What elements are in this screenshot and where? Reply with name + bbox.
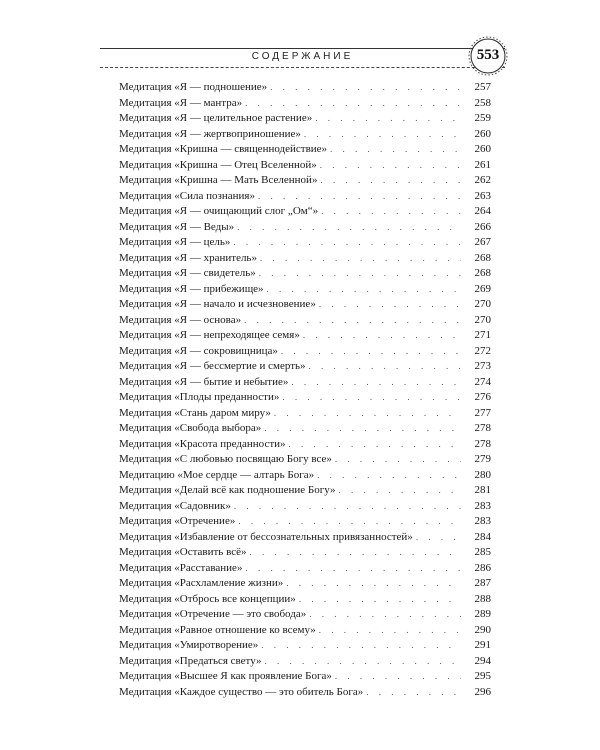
toc-leader-dots [303, 328, 461, 344]
toc-entry-page: 287 [474, 577, 491, 589]
toc-leader-dots [234, 499, 461, 515]
header-title: СОДЕРЖАНИЕ [251, 51, 354, 62]
toc-entry-title: Медитация «С любовью посвящаю Богу все» [119, 453, 332, 465]
toc-entry [119, 530, 491, 546]
toc-leader-dots [267, 282, 461, 298]
toc-entry-title: Медитация «Садовник» [119, 499, 231, 512]
toc-entry-page: 258 [474, 96, 491, 109]
toc-entry [119, 189, 491, 205]
toc-entry-page: 263 [474, 189, 491, 202]
toc-entry-title: Медитация «Плоды преданности» [119, 391, 280, 403]
toc-entry-title: Медитация «Красота преданности» [119, 437, 286, 450]
toc-entry-page: 295 [474, 670, 491, 682]
toc-leader-dots [264, 421, 461, 437]
toc-leader-dots [317, 468, 461, 484]
toc-entry-title: Медитация «Я — непреходящее семя» [119, 329, 300, 341]
toc-leader-dots [339, 483, 461, 499]
toc-entry-page: 294 [474, 654, 491, 667]
toc-entry [119, 638, 491, 654]
toc-entry-title: Медитация «Я — основа» [119, 313, 242, 326]
toc-leader-dots [260, 251, 461, 267]
toc-leader-dots [274, 406, 461, 422]
toc-entry-title: Медитация «Я — сокровищница» [119, 344, 278, 357]
toc-leader-dots [264, 654, 461, 670]
toc-entry [119, 452, 491, 468]
page-number: 553 [476, 47, 500, 63]
toc-entry [119, 390, 491, 406]
header-bottom-rule [100, 67, 505, 68]
toc-entry-title: Медитация «Отречение» [119, 515, 236, 527]
toc-entry-page: 290 [474, 623, 491, 636]
toc-entry-page: 291 [474, 639, 491, 651]
page-number-badge [468, 36, 508, 76]
toc-entry-title: Медитация «Делай всё как подношение Богу» [119, 484, 336, 496]
toc-entry-title: Медитация «Кришна — Отец Вселенной» [119, 158, 317, 171]
toc-leader-dots [416, 530, 461, 546]
toc-entry-title: Медитация «Я — начало и исчезновение» [119, 298, 316, 310]
toc-entry [119, 483, 491, 499]
table-of-contents [119, 80, 491, 700]
toc-leader-dots [258, 189, 461, 205]
toc-entry [119, 96, 491, 112]
toc-entry-page: 260 [474, 127, 491, 140]
toc-entry-page: 262 [474, 174, 491, 186]
toc-entry-page: 257 [474, 81, 491, 93]
toc-entry-title: Медитация «Я — целительное растение» [119, 112, 313, 124]
toc-entry [119, 142, 491, 158]
toc-entry [119, 499, 491, 515]
toc-entry-title: Медитация «Я — мантра» [119, 96, 243, 109]
toc-entry-page: 278 [474, 437, 491, 450]
toc-entry-page: 288 [474, 592, 491, 605]
toc-entry-title: Медитация «Я — бессмертие и смерть» [119, 360, 306, 372]
toc-entry-page: 259 [474, 112, 491, 124]
toc-leader-dots [233, 235, 461, 251]
toc-entry [119, 654, 491, 670]
toc-entry [119, 235, 491, 251]
toc-entry [119, 592, 491, 608]
toc-leader-dots [330, 142, 461, 158]
toc-leader-dots [237, 220, 461, 236]
toc-entry-page: 284 [474, 530, 491, 543]
toc-entry-title: Медитация «Стань даром миру» [119, 406, 271, 419]
toc-entry [119, 204, 491, 220]
toc-leader-dots [259, 266, 461, 282]
toc-entry-title: Медитация «Я — прибежище» [119, 282, 264, 295]
toc-entry-page: 268 [474, 267, 491, 279]
toc-entry-title: Медитация «Кришна — Мать Вселенной» [119, 174, 318, 186]
toc-entry-title: Медитация «Я — бытие и небытие» [119, 375, 289, 388]
toc-leader-dots [291, 375, 461, 391]
toc-leader-dots [335, 452, 461, 468]
toc-entry [119, 328, 491, 344]
toc-entry [119, 607, 491, 623]
toc-leader-dots [289, 437, 461, 453]
toc-entry-page: 286 [474, 561, 491, 574]
toc-entry [119, 297, 491, 313]
toc-entry [119, 251, 491, 267]
toc-entry-page: 261 [474, 158, 491, 171]
toc-entry [119, 375, 491, 391]
toc-entry-page: 270 [474, 313, 491, 326]
toc-leader-dots [261, 638, 461, 654]
toc-leader-dots [244, 313, 461, 329]
toc-entry-title: Медитация «Предаться свету» [119, 654, 262, 667]
toc-entry-page: 280 [474, 468, 491, 481]
toc-entry [119, 545, 491, 561]
toc-entry [119, 282, 491, 298]
toc-entry-title: Медитация «Высшее Я как проявление Бога» [119, 670, 332, 682]
toc-entry [119, 561, 491, 577]
toc-leader-dots [299, 592, 461, 608]
toc-leader-dots [320, 173, 461, 189]
toc-entry [119, 421, 491, 437]
toc-entry-page: 277 [474, 406, 491, 419]
toc-entry-page: 281 [474, 484, 491, 496]
toc-entry [119, 468, 491, 484]
toc-entry-page: 289 [474, 608, 491, 620]
toc-entry-page: 267 [474, 236, 491, 248]
toc-entry-page: 278 [474, 422, 491, 434]
toc-entry-page: 270 [474, 298, 491, 310]
toc-entry-title: Медитация «Равное отношение ко всему» [119, 623, 316, 636]
toc-entry [119, 220, 491, 236]
toc-entry-page: 279 [474, 453, 491, 465]
toc-leader-dots [286, 576, 461, 592]
toc-entry-page: 266 [474, 220, 491, 233]
toc-entry-title: Медитация «Избавление от бессознательных привязанностей» [119, 530, 413, 543]
toc-entry-title: Медитация «Я — жертвоприношение» [119, 127, 301, 140]
toc-entry [119, 313, 491, 329]
toc-leader-dots [282, 390, 461, 406]
toc-entry-title: Медитация «Кришна — священнодействие» [119, 143, 328, 155]
toc-entry [119, 514, 491, 530]
toc-entry-title: Медитацию «Мое сердце — алтарь Бога» [119, 468, 315, 481]
toc-entry-title: Медитация «Я — хранитель» [119, 251, 257, 264]
toc-entry-title: Медитация «Свобода выбора» [119, 422, 262, 434]
toc-entry-page: 276 [474, 391, 491, 403]
toc-entry-page: 274 [474, 375, 491, 388]
toc-entry [119, 344, 491, 360]
toc-entry-page: 273 [474, 360, 491, 372]
toc-leader-dots [304, 127, 461, 143]
toc-leader-dots [366, 685, 461, 701]
toc-entry [119, 158, 491, 174]
toc-entry-title: Медитация «Каждое существо — это обитель Бога» [119, 685, 364, 698]
toc-entry [119, 173, 491, 189]
toc-leader-dots [281, 344, 461, 360]
toc-entry-title: Медитация «Расставание» [119, 561, 243, 574]
toc-entry-page: 272 [474, 344, 491, 357]
toc-entry-title: Медитация «Я — цель» [119, 236, 231, 248]
toc-entry-title: Медитация «Я — очищающий слог „Ом“» [119, 205, 319, 217]
toc-entry [119, 111, 491, 127]
toc-entry-title: Медитация «Я — свидетель» [119, 267, 256, 279]
toc-entry-title: Медитация «Расхламление жизни» [119, 577, 284, 589]
toc-leader-dots [319, 623, 461, 639]
toc-entry-page: 268 [474, 251, 491, 264]
toc-entry-page: 283 [474, 499, 491, 512]
toc-leader-dots [270, 80, 461, 96]
toc-entry-page: 264 [474, 205, 491, 217]
header-top-rule [100, 48, 505, 49]
toc-entry-page: 296 [474, 685, 491, 698]
toc-entry [119, 80, 491, 96]
toc-entry-title: Медитация «Отбрось все концепции» [119, 592, 296, 605]
toc-entry-page: 271 [474, 329, 491, 341]
toc-leader-dots [321, 204, 461, 220]
toc-entry-title: Медитация «Оставить всё» [119, 546, 247, 558]
toc-leader-dots [315, 111, 461, 127]
toc-leader-dots [320, 158, 461, 174]
toc-entry-title: Медитация «Умиротворение» [119, 639, 259, 651]
toc-entry [119, 576, 491, 592]
toc-entry-title: Медитация «Я — Веды» [119, 220, 235, 233]
toc-entry-page: 283 [474, 515, 491, 527]
toc-entry [119, 437, 491, 453]
toc-entry-title: Медитация «Я — подношение» [119, 81, 268, 93]
toc-leader-dots [309, 607, 461, 623]
toc-leader-dots [335, 669, 461, 685]
toc-entry-page: 285 [474, 546, 491, 558]
toc-entry [119, 127, 491, 143]
toc-entry [119, 669, 491, 685]
toc-leader-dots [245, 96, 461, 112]
toc-entry-title: Медитация «Сила познания» [119, 189, 255, 202]
toc-leader-dots [245, 561, 461, 577]
toc-leader-dots [249, 545, 461, 561]
toc-entry [119, 406, 491, 422]
toc-entry-title: Медитация «Отречение — это свобода» [119, 608, 307, 620]
toc-entry [119, 685, 491, 701]
running-header [100, 46, 505, 68]
toc-leader-dots [238, 514, 461, 530]
toc-leader-dots [309, 359, 461, 375]
toc-entry [119, 623, 491, 639]
toc-entry-page: 260 [474, 143, 491, 155]
toc-entry-page: 269 [474, 282, 491, 295]
toc-leader-dots [319, 297, 461, 313]
toc-entry [119, 266, 491, 282]
toc-entry [119, 359, 491, 375]
